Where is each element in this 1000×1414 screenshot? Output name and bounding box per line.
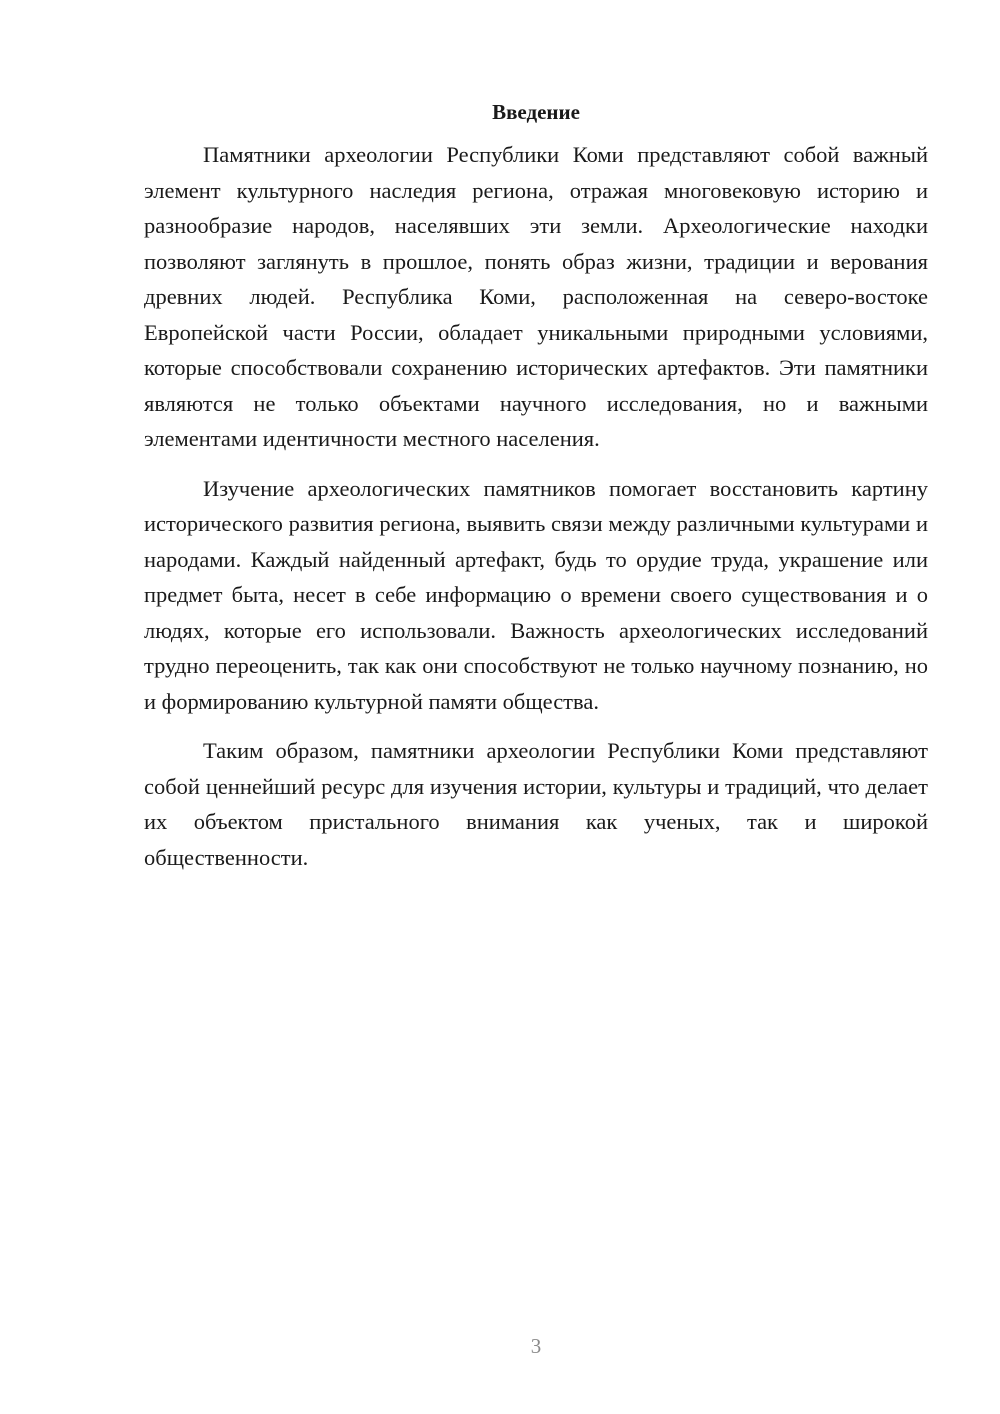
paragraph-2: Изучение археологических памятников помогает восстановить картину исторического развития региона, выявить связи между различными культурами и народами. Каждый найденный артефакт, будь то орудие труда, украшение или предмет быта, несет в себе информацию о времени своего существования и о людях, которые его использовали. Важность археологических исследований трудно переоценить, так как они способствуют не только научному познанию, но и формированию культурной памяти общества. [144,475,928,714]
section-heading: Введение [492,100,580,124]
paragraph-1: Памятники археологии Республики Коми представляют собой важный элемент культурного наследия региона, отражая многовековую историю и разнообразие народов, населявших эти земли. Археологические находки позволяют заглянуть в прошлое, понять образ жизни, традиции и верования древних людей. Республика Коми, расположенная на северо-востоке Европейской части России, обладает уникальными природными условиями, которые способствовали сохранению исторических артефактов. Эти памятники являются не только объектами научного исследования, но и важными элементами идентичности местного населения. [144,142,928,451]
page-number: 3 [530,1334,542,1358]
paragraph-3: Таким образом, памятники археологии Республики Коми представляют собой ценнейший ресурс для изучения истории, культуры и традиций, что делает их объектом пристального внимания как ученых, так и широкой общественности. [144,738,928,870]
document-page [144,96,928,875]
